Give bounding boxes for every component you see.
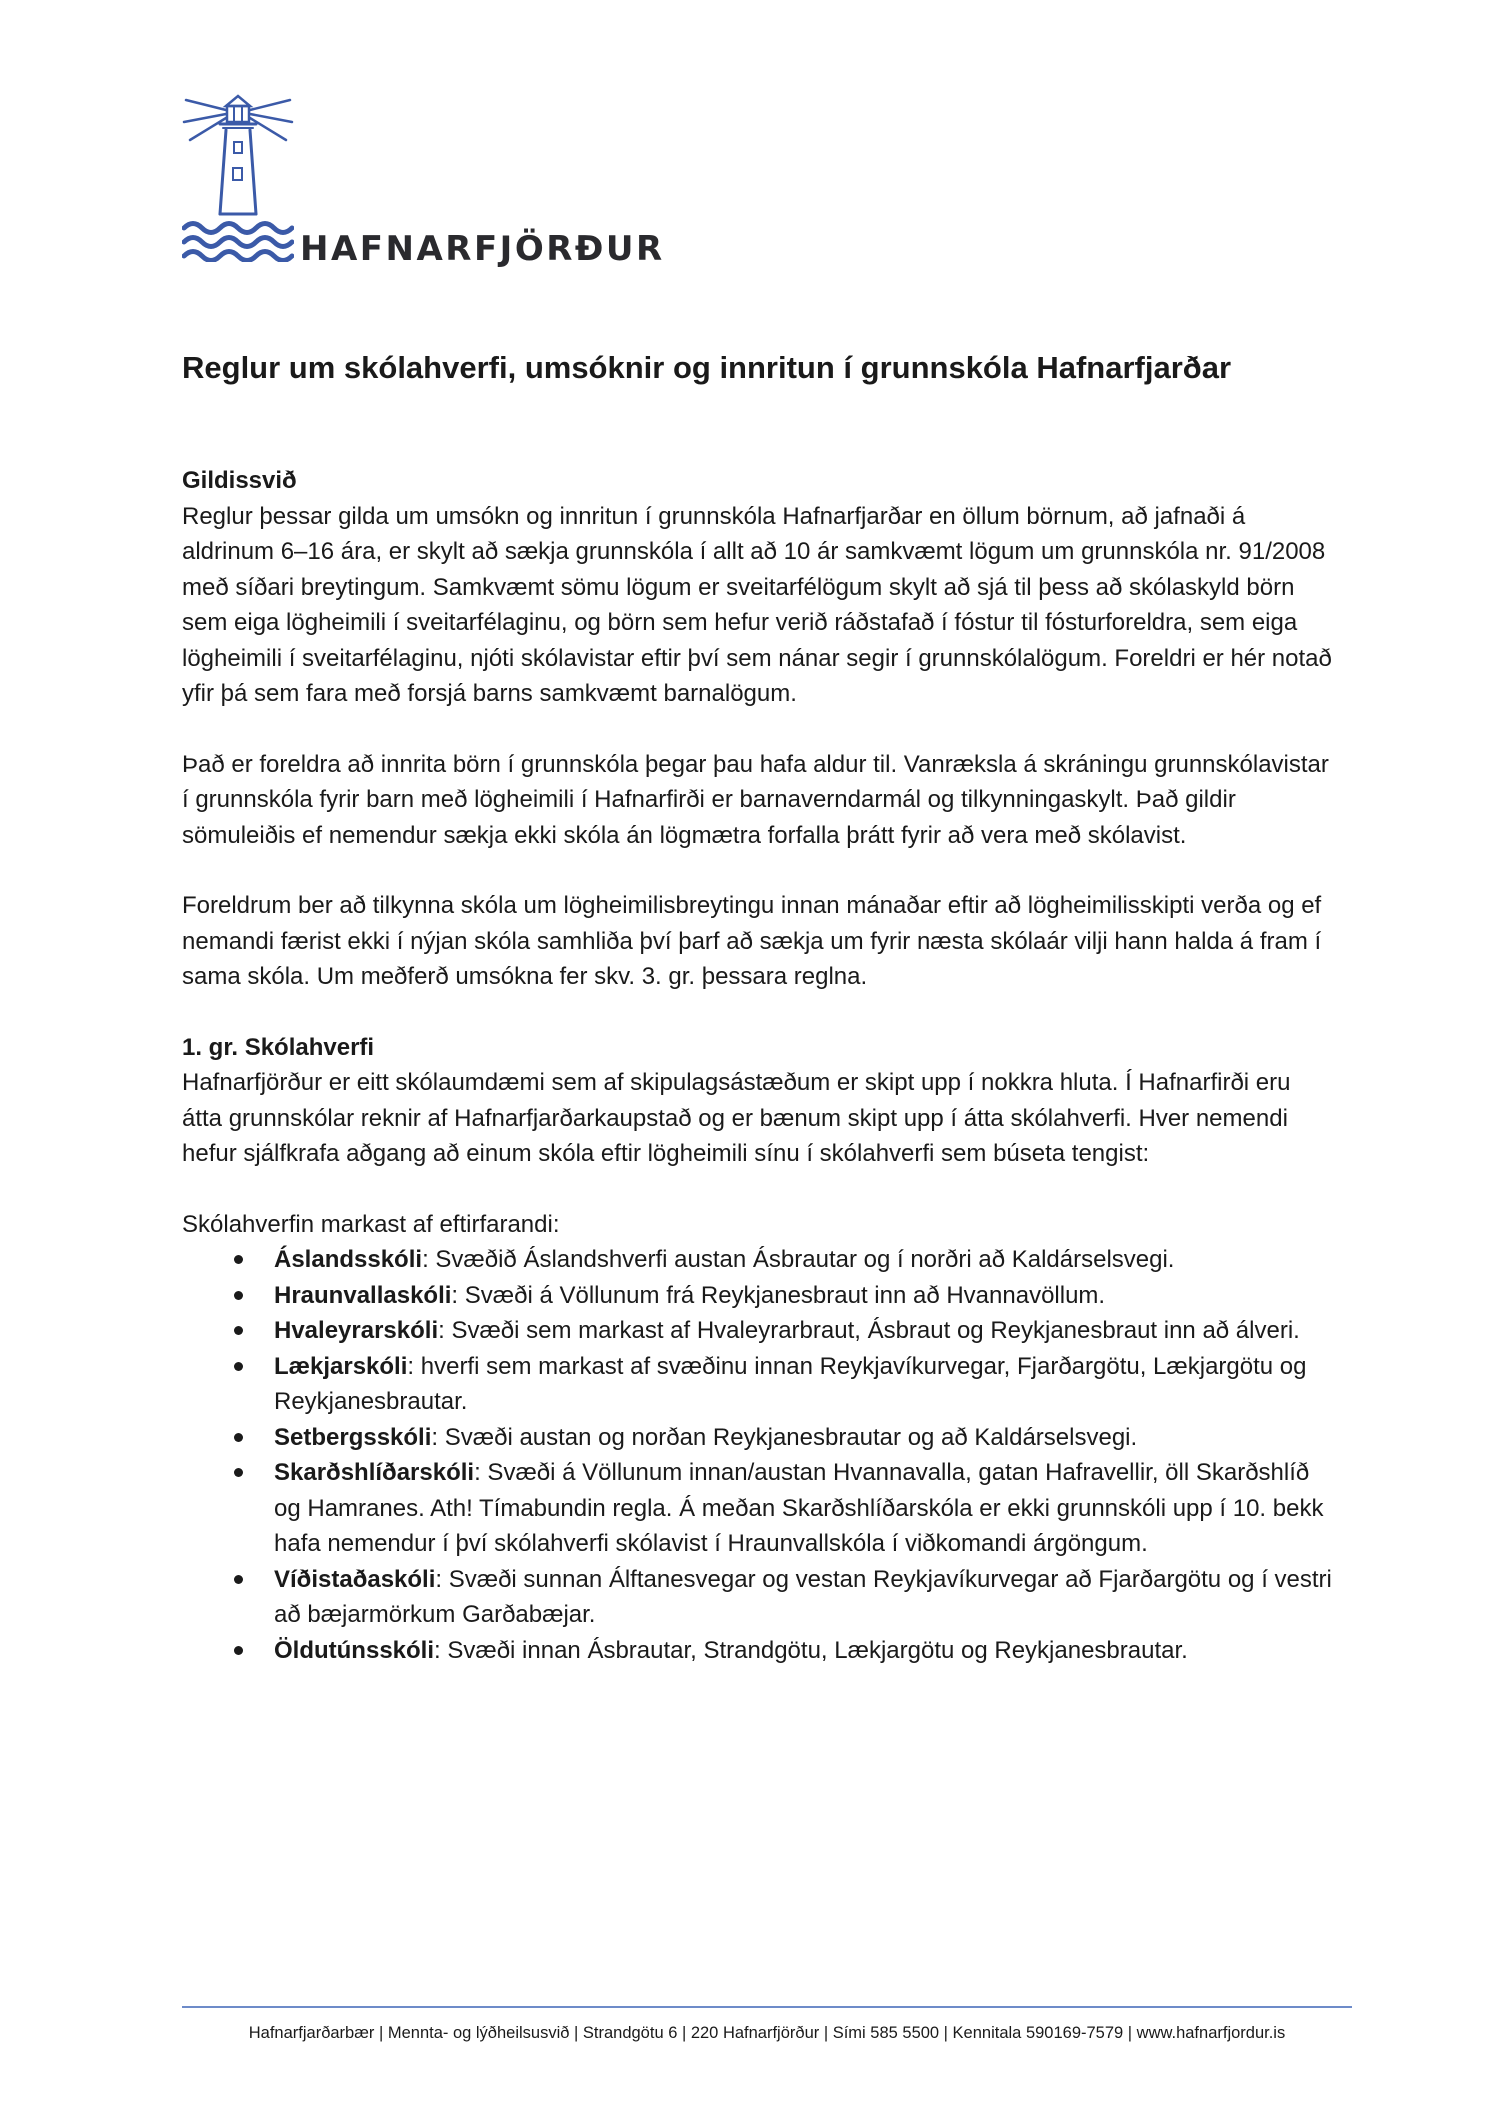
school-name: Áslandsskóli [274, 1246, 423, 1273]
school-name: Öldutúnsskóli [274, 1636, 435, 1664]
document-body [182, 463, 1332, 1668]
school-name: Hraunvallaskóli [274, 1281, 452, 1309]
gildissvid-paragraph-1: Reglur þessar gilda um umsókn og innritun í grunnskóla Hafnarfjarðar en öllum börnum, að jafnaði á aldrinum 6–16 ára, er skylt að sækja grunnskóla í allt að 10 ár samkvæmt lögum um grunnskóla nr. 91/2008 með síðari breytingum. Samkvæmt sömu lögum er sveitarfélögum skylt að sjá til þess að skólaskyld börn sem eiga lögheimili í sveitarfélaginu, og börn sem hefur verið ráðstafað í fóstur til fósturforeldra, sem eiga lögheimili í sveitarfélaginu, njóti skólavistar eftir því sem nánar segir í grunnskólalögum. Foreldri er hér notað yfir þá sem fara með forsjá barns samkvæmt barnalögum. [182, 502, 1332, 707]
school-description: : Svæði innan Ásbrautar, Strandgötu, Lækjargötu og Reykjanesbrautar. [434, 1636, 1188, 1664]
school-description: : Svæðið Áslandshverfi austan Ásbrautar og í norðri að Kaldárselsvegi. [422, 1246, 1175, 1273]
section-1-heading: 1. gr. Skólahverfi [182, 1033, 375, 1061]
school-description: : Svæði á Völlunum innan/austan Hvannavalla, gatan Hafravellir, öll Skarðshlíð og Hamranes. Ath! Tímabundin regla. Á meðan Skarðshlíðarskóla er ekki grunnskóli upp í 10. bekk hafa nemendur í því skólahverfi skólavist í Hraunvallskóla í viðkomandi árgöngum. [274, 1459, 1324, 1557]
school-name: Skarðshlíðarskóli [274, 1459, 475, 1486]
school-name: Víðistaðaskóli [274, 1565, 436, 1593]
school-description: : Svæði sem markast af Hvaleyrarbraut, Ásbraut og Reykjanesbraut inn að álveri. [438, 1317, 1300, 1344]
logo [182, 92, 682, 292]
list-item [182, 1242, 1332, 1278]
logo-wordmark: HAFNARFJÖRÐUR [300, 229, 665, 269]
list-item [182, 1349, 1332, 1420]
school-description: : hverfi sem markast af svæðinu innan Reykjavíkurvegar, Fjarðargötu, Lækjargötu og Reykjanesbrautar. [274, 1352, 1307, 1415]
school-district-list [182, 1242, 1332, 1668]
gildissvid-paragraph-2: Það er foreldra að innrita börn í grunnskóla þegar þau hafa aldur til. Vanræksla á skráningu grunnskólavistar í grunnskóla fyrir barn með lögheimili í Hafnarfirði er barnaverndarmál og tilkynningaskylt. Það gildir sömuleiðis ef nemendur sækja ekki skóla án lögmætra forfalla þrátt fyrir að vera með skólavist. [182, 750, 1329, 849]
gildissvid-paragraph-3: Foreldrum ber að tilkynna skóla um lögheimilisbreytingu innan mánaðar eftir að lögheimilisskipti verða og ef nemandi færist ekki í nýjan skóla samhliða því þarf að sækja um fyrir næsta skólaár vilji hann halda á fram í sama skóla. Um meðferð umsókna fer skv. 3. gr. þessara reglna. [182, 892, 1322, 990]
school-name: Hvaleyrarskóli [274, 1317, 439, 1344]
footer-contact-info: Hafnarfjarðarbær | Mennta- og lýðheilsusvið | Strandgötu 6 | 220 Hafnarfjörður | Sími 585 5500 | Kennitala 590169-7579 | www.hafnarfjordur.is [248, 2024, 1286, 2042]
gildissvid-heading: Gildissvið [182, 467, 297, 494]
school-description: : Svæði á Völlunum frá Reykjanesbraut inn að Hvannavöllum. [451, 1281, 1106, 1309]
school-name: Lækjarskóli [274, 1352, 408, 1380]
list-item [182, 1313, 1332, 1349]
list-item [182, 1562, 1332, 1633]
page-title: Reglur um skólahverfi, umsóknir og innritun í grunnskóla Hafnarfjarðar [182, 350, 1232, 385]
list-item [182, 1420, 1332, 1456]
section-1-paragraph: Hafnarfjörður er eitt skólaumdæmi sem af skipulagsástæðum er skipt upp í nokkra hluta. Í Hafnarfirði eru átta grunnskólar reknir af Hafnarfjarðarkaupstað og er bænum skipt upp í átta skólahverfi. Hver nemendi hefur sjálfkrafa aðgang að einum skóla eftir lögheimili sínu í skólahverfi sem búseta tengist: [182, 1069, 1291, 1167]
school-name: Setbergsskóli [274, 1423, 432, 1451]
school-description: : Svæði sunnan Álftanesvegar og vestan Reykjavíkurvegar að Fjarðargötu og í vestri að bæjarmörkum Garðabæjar. [274, 1565, 1332, 1628]
lighthouse-icon [182, 92, 294, 262]
school-list-intro: Skólahverfin markast af eftirfarandi: [182, 1210, 560, 1238]
list-item [182, 1455, 1332, 1562]
list-item [182, 1278, 1332, 1314]
list-item [182, 1633, 1332, 1669]
footer-divider [182, 2006, 1352, 2008]
school-description: : Svæði austan og norðan Reykjanesbrautar og að Kaldárselsvegi. [431, 1423, 1138, 1451]
